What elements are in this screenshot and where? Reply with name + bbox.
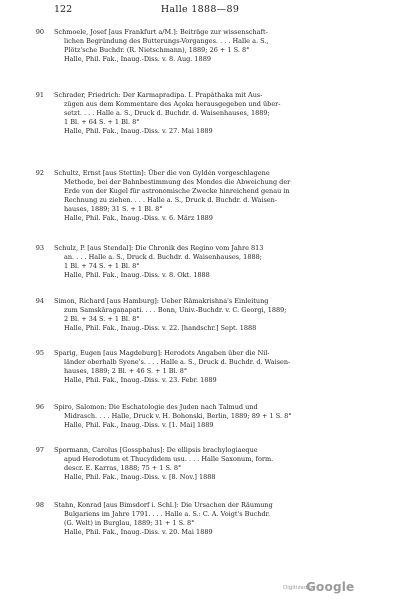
entry-number: 92 — [35, 169, 44, 177]
bibliography-entry — [35, 28, 354, 64]
entry-number: 97 — [35, 446, 44, 454]
dissertation-note: Halle, Phil. Fak., Inaug.-Diss. v. [8. Nov.] 1888 — [64, 472, 216, 481]
entry-line: länder oberhalb Syene's. . . . Halle a. S., Druck d. Buchdr. d. Waisen- — [64, 357, 291, 366]
entry-line: zügen aus dem Kommentare des Açoka herausgegeben und über- — [64, 99, 281, 108]
entry-line: hauses, 1889; 2 Bl. + 46 S. + 1 Bl. 8° — [64, 366, 188, 375]
bibliography-entry — [35, 349, 354, 385]
bibliography-entry — [35, 244, 354, 280]
entry-number: 94 — [35, 297, 44, 305]
dissertation-note: Halle, Phil. Fak., Inaug.-Diss. v. 27. Mai 1889 — [64, 126, 213, 135]
entry-line: descr. E. Karras, 1888; 75 + 1 S. 8° — [64, 463, 182, 472]
entry-line: lichen Begründung des Butterungs-Vorganges. . . . Halle a. S., — [64, 36, 269, 45]
dissertation-note: Halle, Phil. Fak., Inaug.-Diss. v. 6. März 1889 — [64, 213, 213, 222]
google-logo: Google — [306, 580, 355, 594]
entry-line: Sparig, Eugen [aus Magdeburg]: Herodots Angaben über die Nil- — [54, 349, 270, 357]
entry-line: Methode, bei der Bahnbestimmung des Mondes die Abweichung der — [64, 177, 291, 186]
bibliography-entry — [35, 91, 354, 136]
entry-number: 90 — [35, 28, 44, 36]
dissertation-note: Halle, Phil. Fak., Inaug.-Diss. v. [1. Mai] 1889 — [64, 420, 214, 429]
entry-line: 1 Bl. + 74 S. + 1 Bl. 8° — [64, 261, 140, 270]
entry-line: Erde von der Kugel für astronomische Zwecke hinreichend genau in — [64, 186, 290, 195]
entry-line: apud Herodotum et Thucydidem usu. . . . Halle Saxonum, form. — [64, 454, 274, 463]
entry-line: Stahn, Konrad [aus Bimsdorf i. Schl.]: Die Ursachen der Räumung — [54, 501, 273, 509]
watermark-prefix: Digitized by — [283, 585, 316, 591]
entry-line: Rechnung zu ziehen. . . . Halle a. S., Druck d. Buchdr. d. Waisen- — [64, 195, 278, 204]
digitized-watermark — [283, 580, 393, 596]
running-head: Halle 1888—89 — [160, 4, 240, 15]
entry-line: 2 Bl. + 34 S. + 1 Bl. 8° — [64, 314, 140, 323]
entry-line: Bulgariens im Jahre 1791. . . . Halle a. S.: C. A. Voigt's Buchdr. — [64, 509, 271, 518]
bibliography-entry — [35, 403, 354, 430]
entry-line: Spiro, Salomon: Die Eschatologie des Juden nach Talmud und — [54, 403, 258, 411]
bibliography-entry — [35, 297, 354, 333]
entry-number: 98 — [35, 501, 44, 509]
dissertation-note: Halle, Phil. Fak., Inaug.-Diss. v. 8. Okt. 1888 — [64, 270, 210, 279]
bibliography-entry — [35, 501, 354, 537]
dissertation-note: Halle, Phil. Fak., Inaug.-Diss. v. 22. [handschr.] Sept. 1888 — [64, 323, 257, 332]
entry-line: (G. Welt) in Burglau, 1889; 31 + 1 S. 8° — [64, 518, 195, 527]
entry-line: Schultz, Ernst [aus Stettin]: Über die von Gyldén vorgeschlagene — [54, 169, 270, 177]
entry-number: 95 — [35, 349, 44, 357]
entry-number: 91 — [35, 91, 44, 99]
entry-line: hauses, 1889; 31 S. + 1 Bl. 8° — [64, 204, 163, 213]
dissertation-note: Halle, Phil. Fak., Inaug.-Diss. v. 20. Mai 1889 — [64, 527, 213, 536]
entry-line: Plötz'sche Buchdr. (R. Nietschmann), 1889; 26 + 1 S. 8° — [64, 45, 250, 54]
dissertation-note: Halle, Phil. Fak., Inaug.-Diss. v. 23. Febr. 1889 — [64, 375, 217, 384]
entry-line: Midrasch. . . . Halle, Druck v. H. Bohonski, Berlin, 1889; 89 + 1 S. 8° — [64, 411, 292, 420]
page-number: 122 — [54, 4, 73, 15]
bibliography-entry — [35, 446, 354, 482]
bibliography-entry — [35, 169, 354, 222]
entry-line: Schmoele, Josef [aus Frankfurt a/M.]: Beiträge zur wissenschaft- — [54, 28, 268, 36]
entry-line: 1 Bl. + 64 S. + 1 Bl. 8° — [64, 117, 140, 126]
entry-line: zum Samskāragaņapati. . . . Bonn, Univ.-Buchdr. v. C. Georgi, 1889; — [64, 305, 287, 314]
entry-number: 93 — [35, 244, 44, 252]
entry-number: 96 — [35, 403, 44, 411]
entry-line: Schrader, Friedrich: Der Karmapradipa. I. Prapâthaka mit Aus- — [54, 91, 263, 99]
entry-line: Simon, Richard [aus Hamburg]: Ueber Rāmakrishna's Einleitung — [54, 297, 269, 305]
dissertation-note: Halle, Phil. Fak., Inaug.-Diss. v. 8. Aug. 1889 — [64, 54, 211, 63]
entry-line: setzt. . . . Halle a. S., Druck d. Buchdr. d. Waisenhauses, 1889; — [64, 108, 270, 117]
page-header — [54, 3, 346, 17]
entry-line: Schulz, P. [aus Stendal]: Die Chronik des Regino vom Jahre 813 — [54, 244, 264, 252]
entry-line: Spormann, Carolus [Gossphalus]: De ellipsis brachylogiaeque — [54, 446, 258, 454]
entry-line: an. . . . Halle a. S., Druck d. Buchdr. d. Waisenhauses, 1888; — [64, 252, 262, 261]
